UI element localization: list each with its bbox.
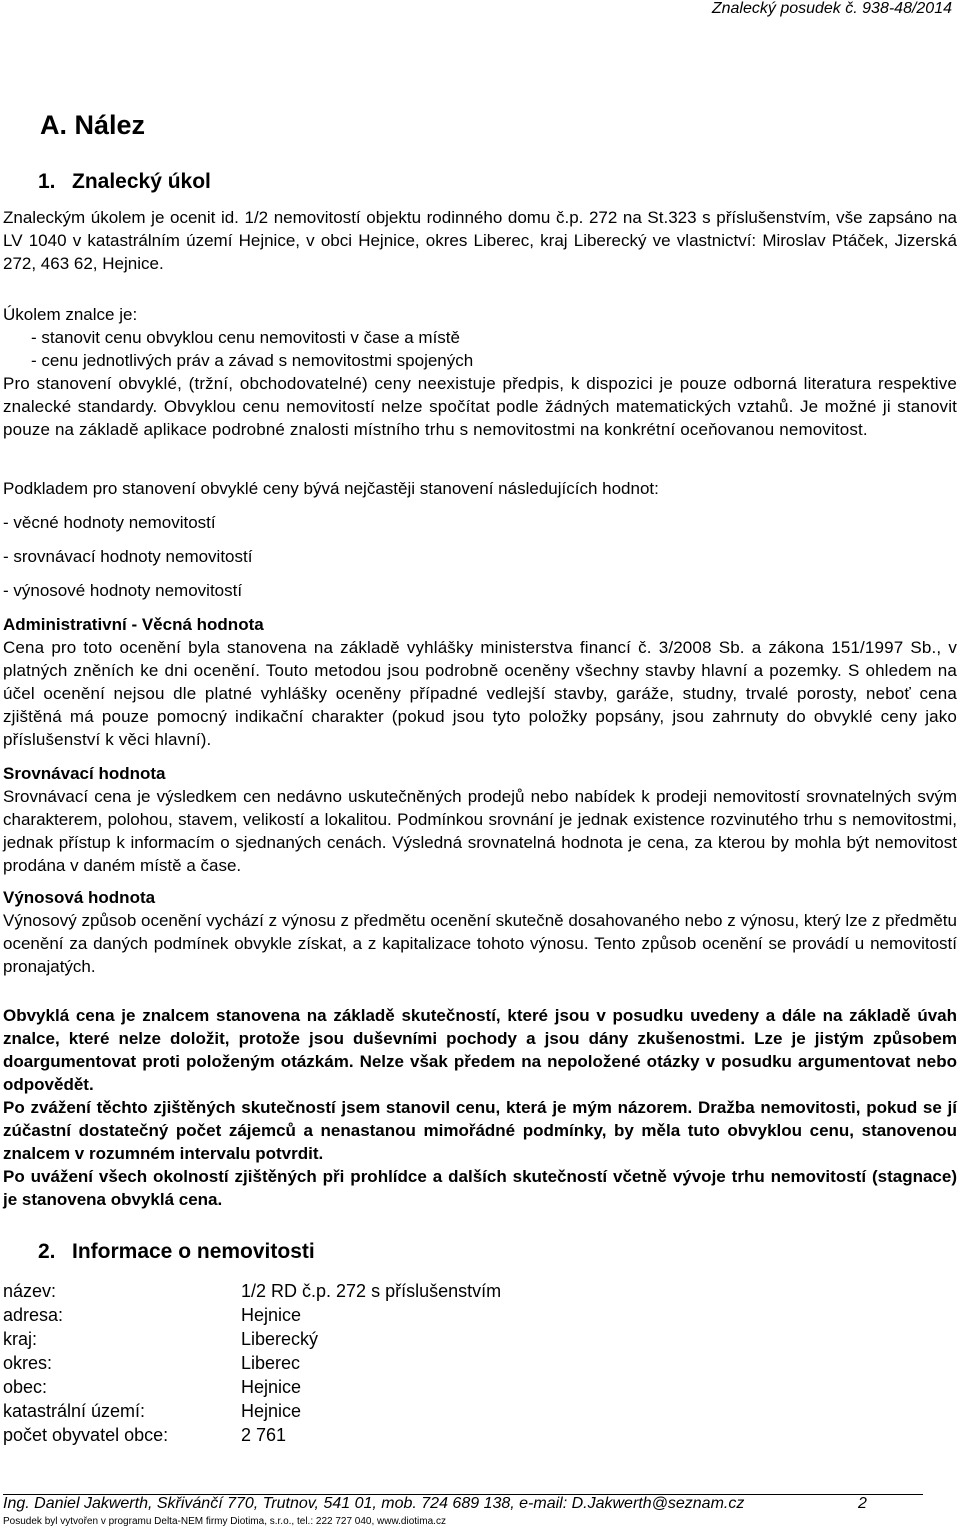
info-value: Liberec [241,1353,301,1373]
info-key: kraj: [3,1329,38,1349]
yield-heading: Výnosová hodnota [3,888,156,907]
basis-item: - věcné hodnoty nemovitostí [3,513,216,532]
info-row [3,1399,501,1423]
conclusion-paragraph: Obvyklá cena je znalcem stanovena na základě skutečností, které jsou v posudku uvedeny a dále na základě úvah znalce, které nelze doložit, protože jsou duševními pochody a jsou dány zkušenostmi. Lze je jistým způsobem doargumentovat proti položeným otázkám. Nelze však předem na nepoložené otázky v posudku argumentovat nebo odpovědět. [3,1006,957,1094]
info-value: Liberecký [241,1329,319,1349]
info-row [3,1327,501,1351]
section-2-number: 2. [38,1240,56,1263]
info-key: okres: [3,1353,53,1373]
task-item: - cenu jednotlivých práv a závad s nemovitostmi spojených [31,351,474,370]
info-value: Hejnice [241,1401,302,1421]
comparison-text: Srovnávací cena je výsledkem cen nedávno uskutečněných prodejů nebo nabídek k prodeji nemovitostí srovnatelných svým charakterem, polohou, stavem, velikostí a lokalitou. Podmínkou srovnání je jednak existence rozvinutého trhu s nemovitostmi, jednak přístup k informacím o sjednaných cenách. Výsledná srovnatelná hodnota je cena, za kterou by mohla být nemovitost prodána v daném místě a čase. [3,787,957,875]
info-value: Hejnice [241,1377,302,1397]
comparison-heading: Srovnávací hodnota [3,764,166,783]
info-row [3,1279,501,1303]
section-a-title: A. Nález [40,110,146,140]
info-row [3,1375,501,1399]
basis-item: - výnosové hodnoty nemovitostí [3,581,243,600]
admin-text: Cena pro toto ocenění byla stanovena na základě vyhlášky ministerstva financí č. 3/2008 Sb. a zákona 151/1997 Sb., v platných zněních ke dni ocenění. Touto metodou jsou podrobně oceněny všechny stavby hlavní a pozemky. S ohledem na účel ocenění nejsou dle platné vyhlášky oceněny případné vedlejší stavby, garáže, studny, trvalé porosty, neboť cena zjištěná má pouze pomocný indikační charakter (pokud jsou tyto položky popsány, jsou zahrnuty do obvyklé ceny jako příslušenství k věci hlavní). [3,638,957,749]
task-label: Úkolem znalce je: [3,305,138,324]
info-value: 1/2 RD č.p. 272 s příslušenstvím [241,1281,502,1301]
standard-text: Pro stanovení obvyklé, (tržní, obchodovatelné) ceny neexistuje předpis, k dispozici je pouze odborná literatura respektive znalecké standardy. Obvyklou cenu nemovitostí nelze spočítat podle žádných matematických vztahů. Je možné ji stanovit pouze na základě aplikace podrobné znalosti místního trhu s nemovitostmi na konkrétní oceňovanou nemovitost. [3,374,957,439]
footer-author: Ing. Daniel Jakwerth, Skřivánčí 770, Trutnov, 541 01, mob. 724 689 138, e-mail: D.Jakwerth@seznam.cz [3,1495,745,1512]
task-intro: Znaleckým úkolem je ocenit id. 1/2 nemovitostí objektu rodinného domu č.p. 272 na St.323 s příslušenstvím, vše zapsáno na LV 1040 v katastrálním území Hejnice, v obci Hejnice, okres Liberec, kraj Liberecký ve vlastnictví: Miroslav Ptáček, Jizerská 272, 463 62, Hejnice. [3,208,957,273]
info-key: katastrální území: [3,1401,146,1421]
info-key: obec: [3,1377,48,1397]
info-key: název: [3,1281,57,1301]
basis-text: Podkladem pro stanovení obvyklé ceny bývá nejčastěji stanovení následujících hodnot: [3,479,659,498]
conclusion-paragraph: Po uvážení všech okolností zjištěných při prohlídce a dalších skutečností včetně vývoje trhu nemovitostí (stagnace) je stanovena obvyklá cena. [3,1167,957,1209]
basis-item: - srovnávací hodnoty nemovitostí [3,547,253,566]
section-1-heading [38,170,211,194]
conclusion-paragraph: Po zvážení těchto zjištěných skutečností jsem stanovil cenu, která je mým názorem. Dražba nemovitosti, pokud se jí zúčastní dostatečný počet zájemců a nenastanou mimořádné podmínky, by měla tuto obvyklou cenu, stanovenou znalcem v rozumném intervalu potvrdit. [3,1098,957,1163]
admin-heading: Administrativní - Věcná hodnota [3,615,264,634]
page-number: 2 [858,1495,867,1512]
info-row [3,1423,501,1447]
yield-text: Výnosový způsob ocenění vychází z výnosu z předmětu ocenění skutečně dosahovaného nebo z výnosu, který lze z předmětu ocenění za daných podmínek obvykle získat, a z kapitalizace tohoto výnosu. Tento způsob ocenění se provádí u nemovitostí pronajatých. [3,911,957,976]
task-item: - stanovit cenu obvyklou cenu nemovitosti v čase a místě [31,328,460,347]
property-info-table [3,1279,501,1447]
footer-software-note: Posudek byl vytvořen v programu Delta-NEM firmy Diotima, s.r.o., tel.: 222 727 040, www.diotima.cz [3,1516,446,1527]
info-value: Hejnice [241,1305,302,1325]
section-2-heading [38,1240,315,1264]
info-value: 2 761 [241,1425,287,1445]
info-key: počet obyvatel obce: [3,1425,169,1445]
document-reference: Znalecký posudek č. 938-48/2014 [711,0,952,17]
section-1-number: 1. [38,170,56,193]
info-key: adresa: [3,1305,64,1325]
section-1-title: Znalecký úkol [72,170,211,193]
section-2-title: Informace o nemovitosti [72,1240,315,1263]
info-row [3,1351,501,1375]
info-row [3,1303,501,1327]
